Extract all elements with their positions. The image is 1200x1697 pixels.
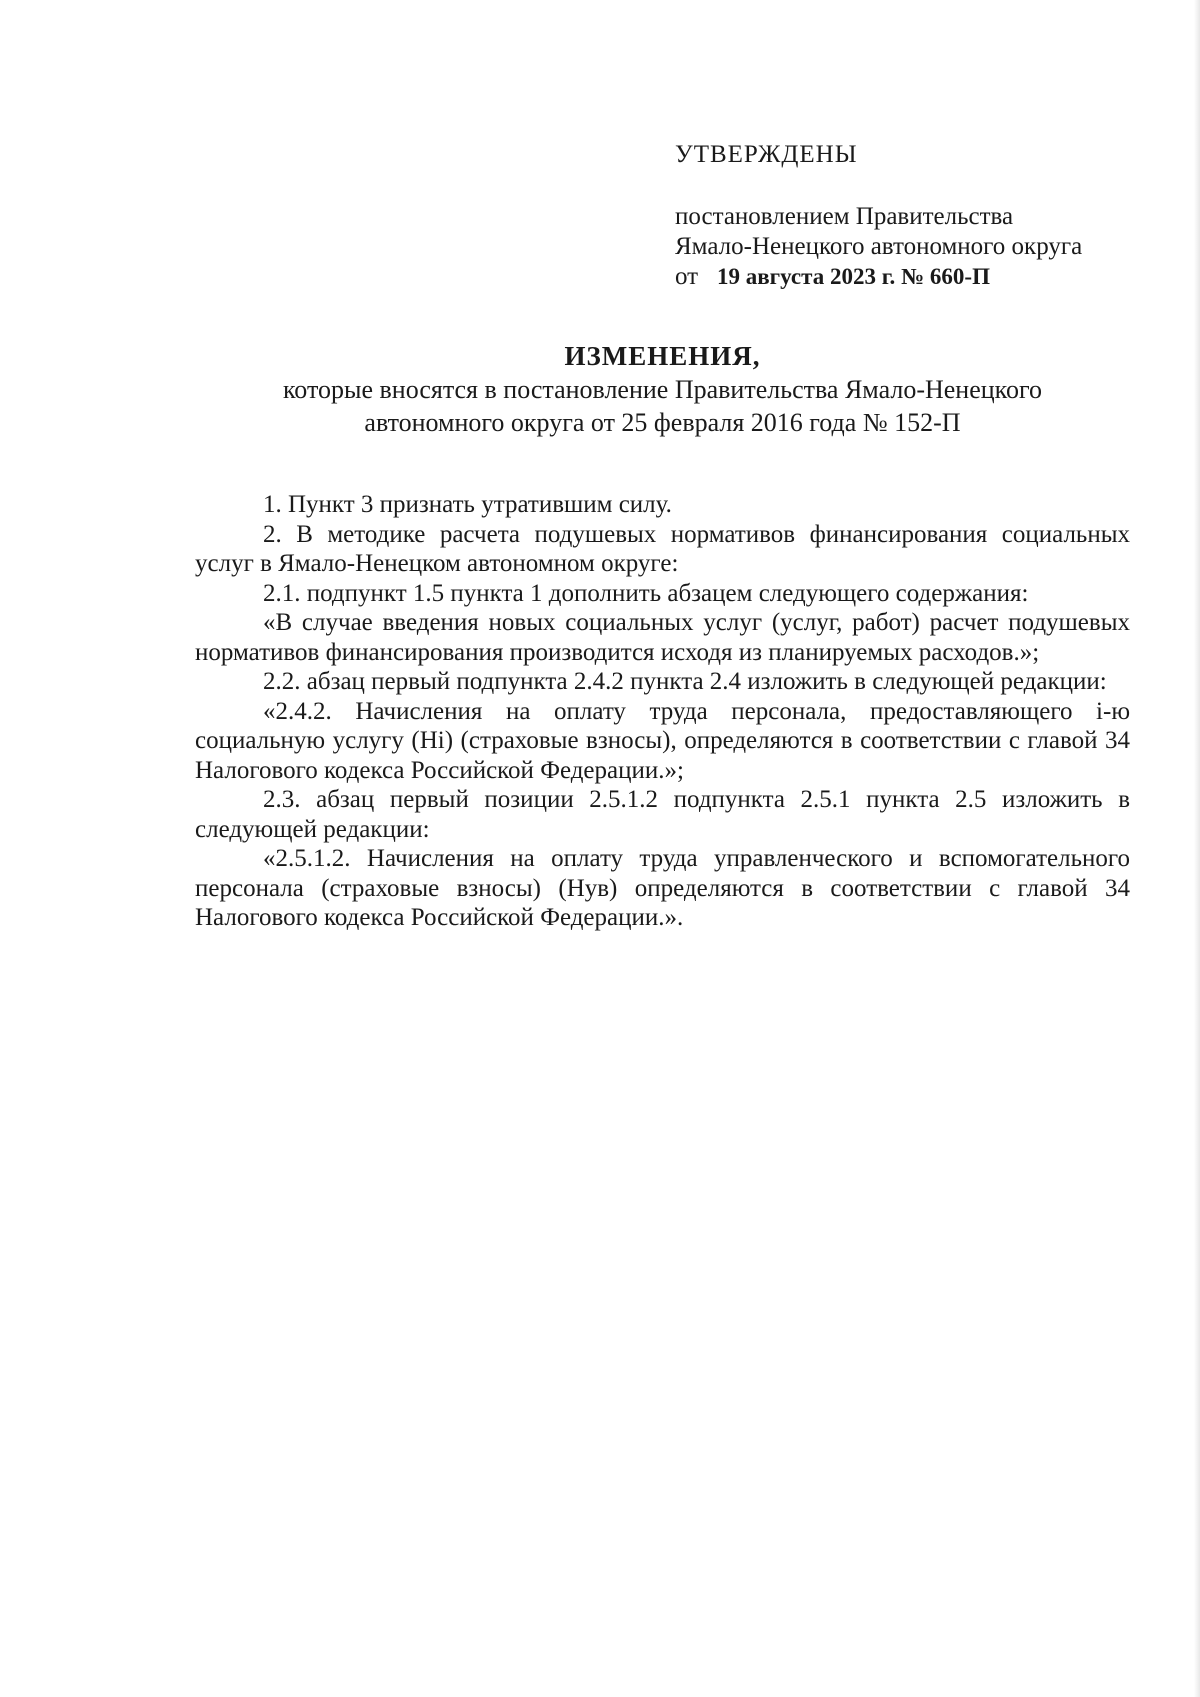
- paragraph-2-2: 2.2. абзац первый подпункта 2.4.2 пункта 2.4 изложить в следующей редакции:: [263, 668, 1107, 695]
- paragraph-1: 1. Пункт 3 признать утратившим силу.: [263, 491, 672, 518]
- approval-date-line: [675, 262, 1155, 292]
- date-prefix: от: [675, 263, 699, 290]
- paragraph-2-1-quote: «В случае введения новых социальных услуг (услуг, работ) расчет подушевых нормативов финансирования производится исходя из планируемых расходов.»;: [195, 609, 1130, 666]
- approval-line-1: постановлением Правительства: [675, 203, 1014, 230]
- date-value: 19 августа 2023 г. № 660-П: [717, 264, 990, 289]
- paragraph-2-3-quote: «2.5.1.2. Начисления на оплату труда управленческого и вспомогательного персонала (страховые взносы) (Нув) определяются в соответствии с главой 34 Налогового кодекса Российской Федерации.».: [195, 845, 1130, 931]
- approval-line-2: Ямало-Ненецкого автономного округа: [675, 233, 1083, 260]
- approval-block: [675, 140, 1155, 292]
- paragraph-2: 2. В методике расчета подушевых нормативов финансирования социальных услуг в Ямало-Ненецком автономном округе:: [195, 520, 1130, 577]
- page-edge-shadow: [1194, 0, 1200, 1697]
- document-subtitle-line-2: автономного округа от 25 февраля 2016 года № 152-П: [364, 408, 961, 437]
- document-subtitle-line-1: которые вносятся в постановление Правительства Ямало-Ненецкого: [283, 375, 1042, 404]
- document-body: [195, 490, 1130, 933]
- paragraph-2-2-quote: «2.4.2. Начисления на оплату труда персонала, предоставляющего i-ю социальную услугу (Нi) (страховые взносы), определяются в соответствии с главой 34 Налогового кодекса Российской Федерации.»;: [195, 697, 1130, 784]
- document-heading: [195, 340, 1130, 439]
- document-title: ИЗМЕНЕНИЯ,: [564, 341, 761, 371]
- paragraph-2-3: 2.3. абзац первый позиции 2.5.1.2 подпункта 2.5.1 пункта 2.5 изложить в следующей редакции:: [195, 786, 1130, 843]
- approved-label: УТВЕРЖДЕНЫ: [675, 141, 858, 168]
- paragraph-2-1: 2.1. подпункт 1.5 пункта 1 дополнить абзацем следующего содержания:: [263, 579, 1029, 607]
